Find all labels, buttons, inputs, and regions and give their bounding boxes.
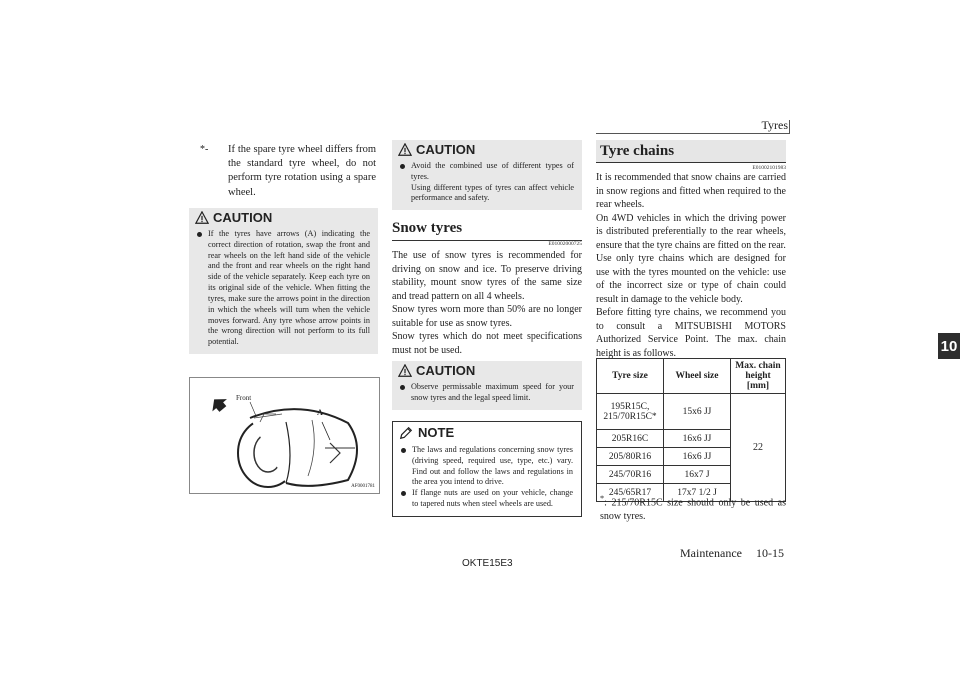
wheel-size-cell: 17x7 1/2 J	[664, 484, 731, 502]
header-rule	[596, 133, 790, 134]
table-footnote	[600, 493, 786, 523]
caution-item-line1: Avoid the combined use of different types of tyres.	[411, 161, 574, 181]
section-code: E01002000725	[548, 241, 582, 247]
warning-triangle-icon	[195, 211, 209, 225]
tyre-size-cell: 245/65R17	[597, 484, 664, 502]
bullet-icon	[401, 448, 406, 453]
paragraph: Snow tyres which do not meet specifications must not be used.	[392, 331, 582, 356]
note-header	[393, 422, 581, 443]
arrow-a-label: A	[317, 408, 323, 417]
section-rule	[596, 162, 786, 163]
caution-item: Observe permissable maximum speed for your snow tyres and the legal speed limit.	[411, 382, 574, 402]
paragraph: It is recommended that snow chains are carried in snow regions and fitted when required to the rear wheels.	[596, 172, 786, 210]
tyre-size-cell: 195R15C, 215/70R15C*	[597, 394, 664, 430]
tyre-chains-section	[596, 140, 786, 360]
chain-height-table	[596, 358, 786, 502]
page-number: 10-15	[756, 546, 784, 560]
bullet-icon	[400, 385, 405, 390]
warning-triangle-icon	[398, 143, 412, 157]
note-item: If flange nuts are used on your vehicle, change to tapered nuts when steel wheels are used.	[412, 488, 573, 509]
section-title-bar	[596, 140, 786, 162]
section-title: Snow tyres	[392, 220, 463, 236]
snow-tyres-section	[392, 220, 582, 357]
paragraph: Use only tyre chains which are designed for use with the tyres mounted on the vehicle: use of the incorrect size or type of chain could result in damage to the vehicle body.	[596, 253, 786, 305]
column-header: Max. chain height [mm]	[731, 359, 786, 394]
footnote-mark: *	[600, 494, 605, 503]
wheel-size-cell: 15x6 JJ	[664, 394, 731, 430]
tyre-size-cell: 205/80R16	[597, 448, 664, 466]
tyre-illustration	[190, 378, 379, 493]
section-body	[596, 171, 786, 360]
note-body	[393, 443, 581, 516]
caution-item: If the tyres have arrows (A) indicating the correct direction of rotation, swap the front and rear wheels on the left hand side of the vehicle and the front and rear wheels on the right hand side of the vehicle separately. Keep each tyre on its original side of the vehicle. When fitting the tyres, make sure the arrows point in the direction in which the wheels will turn when the vehicle moves forward. Any tyre whose arrow points in the wrong direction will not perform to its full potential.	[208, 229, 370, 347]
caution-box-speed	[392, 361, 582, 410]
caution-item-line2: Using different types of tyres can affect vehicle performance and safety.	[411, 182, 574, 203]
bullet-icon	[197, 232, 202, 237]
note-pencil-icon	[399, 426, 413, 440]
note-label: NOTE	[418, 425, 455, 440]
running-header-title: Tyres	[761, 118, 788, 132]
bullet-icon	[400, 164, 405, 169]
note-item: The laws and regulations concerning snow tyres (driving speed, required use, type, etc.) vary. Find out and follow the laws and regulations in the area you intend to drive.	[412, 445, 573, 487]
chapter-tab: 10	[938, 333, 960, 359]
section-code: E01002101983	[752, 165, 786, 171]
spare-wheel-footnote	[200, 143, 376, 200]
section-title: Tyre chains	[600, 143, 675, 159]
caution-header	[189, 208, 378, 227]
footnote-mark: *-	[200, 144, 209, 155]
figure-code: AF0001781	[351, 484, 375, 489]
caution-body	[189, 227, 378, 354]
tyre-rotation-figure	[189, 377, 380, 494]
footnote-text: : 215/70R15C size should only be used as snow tyres.	[600, 497, 786, 522]
column-header: Tyre size	[597, 359, 664, 394]
bullet-icon	[401, 491, 406, 496]
caution-body	[392, 159, 582, 210]
caution-box-rotation	[189, 208, 378, 354]
caution-label: CAUTION	[416, 363, 476, 378]
caution-label: CAUTION	[213, 210, 273, 225]
footnote-text: If the spare tyre wheel differs from the standard tyre wheel, do not perform tyre rotation using a spare wheel.	[228, 144, 376, 198]
section-body	[392, 249, 582, 357]
footer-code: OKTE15E3	[462, 558, 513, 569]
front-label: Front	[236, 394, 252, 402]
wheel-size-cell: 16x6 JJ	[664, 430, 731, 448]
tyre-size-cell: 205R16C	[597, 430, 664, 448]
paragraph: On 4WD vehicles in which the driving power is distributed preferentially to the rear wheels, ensure that the tyre chains are fitted on the rear.	[596, 212, 786, 251]
caution-header	[392, 140, 582, 159]
caution-label: CAUTION	[416, 142, 476, 157]
paragraph: Before fitting tyre chains, we recommend you to consult a MITSUBISHI MOTORS Authorized Service Point. The max. chain height is as follows.	[596, 307, 786, 359]
wheel-size-cell: 16x7 J	[664, 466, 731, 484]
paragraph: The use of snow tyres is recommended for driving on snow and ice. To preserve driving stability, mount snow tyres of the same size and tread pattern on all 4 wheels.	[392, 250, 582, 302]
warning-triangle-icon	[398, 364, 412, 378]
footer-section: Maintenance	[680, 546, 742, 560]
caution-body	[392, 380, 582, 410]
caution-box-mixed-tyres	[392, 140, 582, 210]
column-header: Wheel size	[664, 359, 731, 394]
note-box	[392, 421, 582, 517]
paragraph: Snow tyres worn more than 50% are no longer suitable for use as snow tyres.	[392, 304, 582, 329]
wheel-size-cell: 16x6 JJ	[664, 448, 731, 466]
chain-height-cell: 22	[731, 394, 786, 502]
tyre-size-cell: 245/70R16	[597, 466, 664, 484]
table-row	[597, 394, 786, 430]
caution-header	[392, 361, 582, 380]
